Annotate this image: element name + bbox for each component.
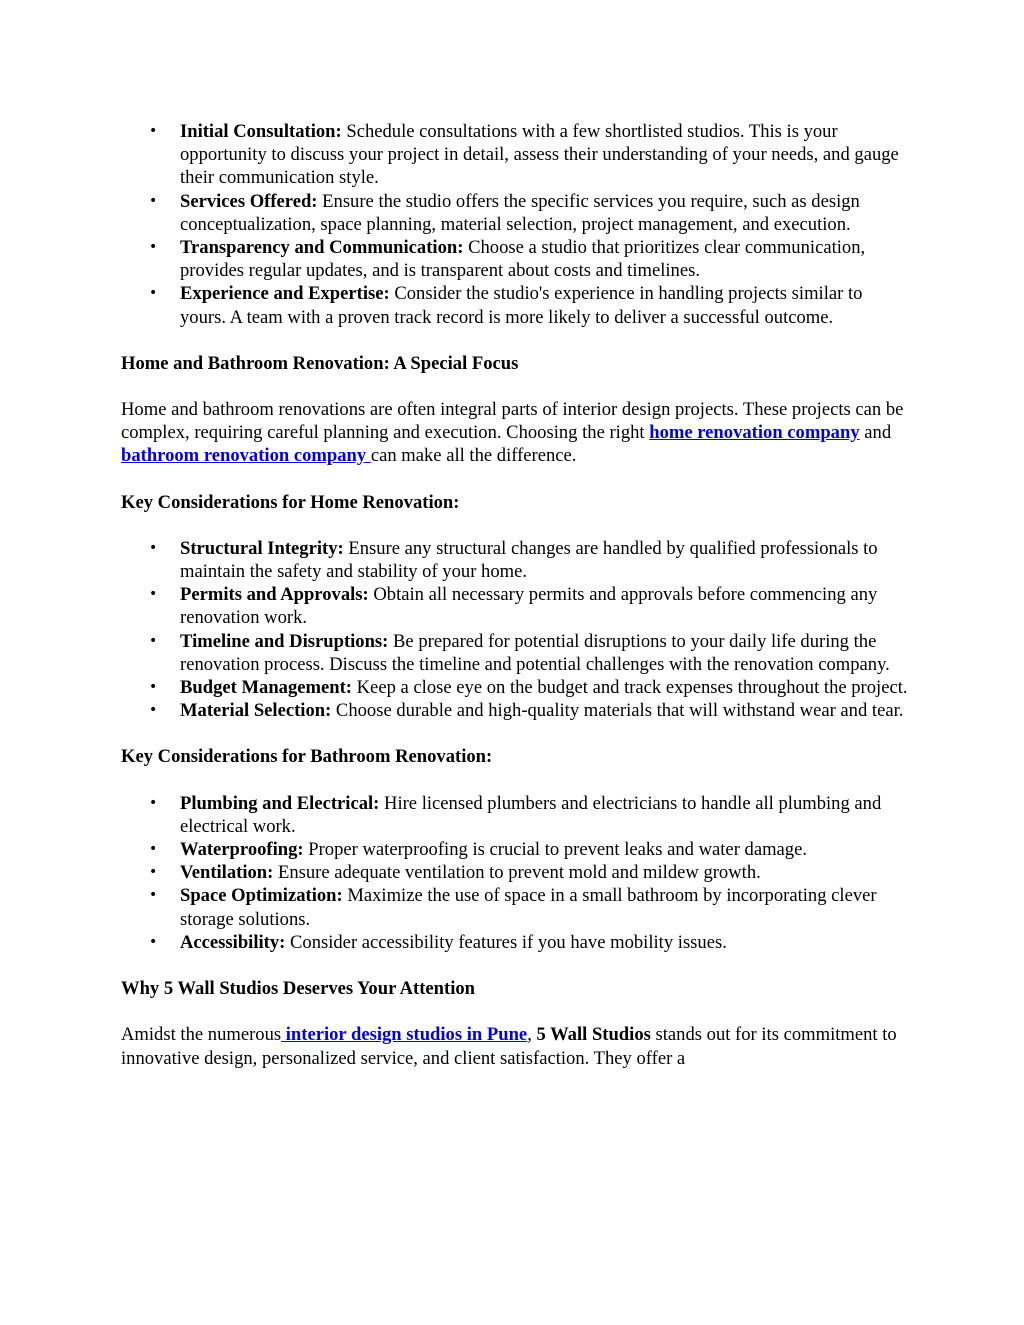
studio-selection-list	[121, 120, 911, 329]
list-item: • Accessibility: Consider accessibility features if you have mobility issues.	[121, 931, 911, 954]
list-item: • Transparency and Communication: Choose a studio that prioritizes clear communication, provides regular updates, and is transparent about costs and timelines.	[121, 236, 911, 282]
list-item: • Space Optimization: Maximize the use of space in a small bathroom by incorporating clever storage solutions.	[121, 884, 911, 930]
bathroom-renovation-list	[121, 792, 911, 954]
section-heading-renovation: Home and Bathroom Renovation: A Special Focus	[121, 352, 519, 374]
home-renovation-company-link[interactable]: home renovation company	[649, 422, 860, 444]
list-item: • Initial Consultation: Schedule consultations with a few shortlisted studios. This is your opportunity to discuss your project in detail, assess their understanding of your needs, and gauge their communication style.	[121, 120, 911, 190]
list-item: • Ventilation: Ensure adequate ventilation to prevent mold and mildew growth.	[121, 861, 911, 884]
section-heading-5-wall-studios: Why 5 Wall Studios Deserves Your Attention	[121, 978, 476, 1000]
brand-name: 5 Wall Studios	[536, 1024, 651, 1046]
bathroom-renovation-company-link[interactable]: bathroom renovation company	[121, 445, 371, 467]
list-item: • Material Selection: Choose durable and high-quality materials that will withstand wear and tear.	[121, 699, 911, 722]
interior-design-studios-link[interactable]: interior design studios in Pune	[281, 1024, 528, 1046]
studio-paragraph: Amidst the numerous interior design studios in Pune, 5 Wall Studios stands out for its commitment to innovative design, personalized service, and client satisfaction. They offer a	[121, 1024, 897, 1069]
list-item: • Plumbing and Electrical: Hire licensed plumbers and electricians to handle all plumbing and electrical work.	[121, 792, 911, 838]
section-heading-home-renovation: Key Considerations for Home Renovation:	[121, 491, 460, 513]
list-item: • Experience and Expertise: Consider the studio's experience in handling projects similar to yours. A team with a proven track record is more likely to deliver a successful outcome.	[121, 282, 911, 328]
document-page	[121, 120, 911, 1070]
list-item: • Services Offered: Ensure the studio offers the specific services you require, such as design conceptualization, space planning, material selection, project management, and execution.	[121, 190, 911, 236]
list-item: • Budget Management: Keep a close eye on the budget and track expenses throughout the project.	[121, 676, 911, 699]
renovation-paragraph: Home and bathroom renovations are often integral parts of interior design projects. These projects can be complex, requiring careful planning and execution. Choosing the right home renovation company and bathroom renovation company can make all the difference.	[121, 399, 904, 467]
list-item: • Timeline and Disruptions: Be prepared for potential disruptions to your daily life during the renovation process. Discuss the timeline and potential challenges with the renovation company.	[121, 630, 911, 676]
list-item: • Structural Integrity: Ensure any structural changes are handled by qualified professionals to maintain the safety and stability of your home.	[121, 537, 911, 583]
home-renovation-list	[121, 537, 911, 723]
list-item: • Permits and Approvals: Obtain all necessary permits and approvals before commencing any renovation work.	[121, 583, 911, 629]
section-heading-bathroom-renovation: Key Considerations for Bathroom Renovation:	[121, 746, 493, 768]
list-item: • Waterproofing: Proper waterproofing is crucial to prevent leaks and water damage.	[121, 838, 911, 861]
